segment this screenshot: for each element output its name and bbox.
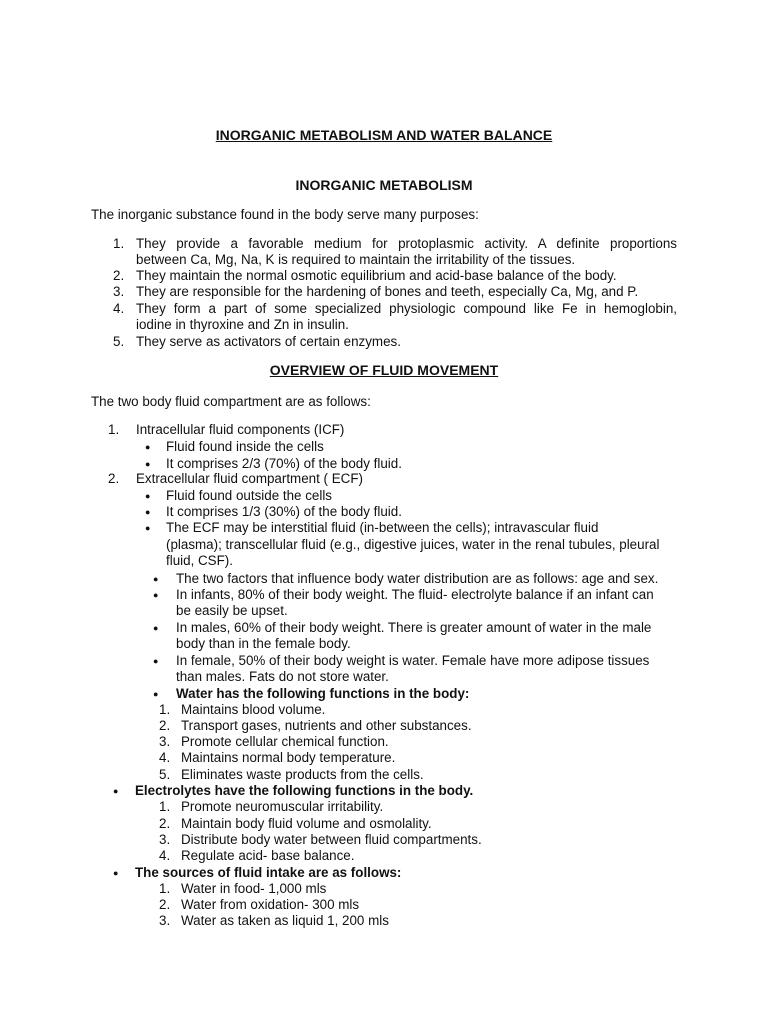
- list-item-text: They provide a favorable medium for protoplasmic activity. A definite proportions: [136, 236, 677, 251]
- bullet-text: It comprises 1/3 (30%) of the body fluid.: [166, 504, 402, 519]
- list-item-text: Transport gases, nutrients and other substances.: [181, 718, 472, 733]
- bullet-text: be easily be upset.: [176, 603, 288, 618]
- bullet-text: fluid, CSF).: [166, 553, 233, 568]
- list-number: 4.: [159, 750, 171, 765]
- list-number: 4.: [113, 301, 125, 316]
- list-item-text: Promote cellular chemical function.: [181, 734, 389, 749]
- list-number: 3.: [159, 913, 171, 928]
- bullet-icon: ●: [145, 491, 151, 501]
- bullet-text: Fluid found inside the cells: [166, 439, 324, 454]
- bullet-text: It comprises 2/3 (70%) of the body fluid.: [166, 456, 402, 471]
- list-number: 2.: [159, 718, 171, 733]
- ecf-label: Extracellular fluid compartment ( ECF): [136, 471, 363, 486]
- list-number: 3.: [159, 734, 171, 749]
- bullet-text: In female, 50% of their body weight is water. Female have more adipose tissues: [176, 653, 650, 668]
- bullet-text: Fluid found outside the cells: [166, 488, 332, 503]
- list-number: 1.: [159, 881, 171, 896]
- list-item-text: Maintain body fluid volume and osmolality.: [181, 816, 432, 831]
- fluid-intake-heading: The sources of fluid intake are as follows:: [135, 865, 402, 880]
- bullet-icon: ●: [145, 459, 151, 469]
- list-number: 1.: [113, 236, 125, 251]
- bullet-icon: ●: [113, 868, 119, 878]
- bullet-text: In infants, 80% of their body weight. The fluid- electrolyte balance if an infant can: [176, 587, 654, 602]
- list-number: 1.: [159, 799, 171, 814]
- bullet-icon: ●: [113, 786, 119, 796]
- electrolytes-heading: Electrolytes have the following functions in the body.: [135, 783, 474, 798]
- list-number: 2.: [108, 471, 120, 486]
- list-item-text: Distribute body water between fluid compartments.: [181, 832, 482, 847]
- section-heading-fluid-movement: OVERVIEW OF FLUID MOVEMENT: [269, 362, 499, 378]
- bullet-icon: ●: [153, 656, 159, 666]
- list-item-text: iodine in thyroxine and Zn in insulin.: [136, 317, 349, 332]
- section-heading-inorganic-metabolism: INORGANIC METABOLISM: [295, 177, 473, 193]
- bullet-icon: ●: [145, 523, 151, 533]
- list-item-text: They maintain the normal osmotic equilibrium and acid-base balance of the body.: [136, 268, 617, 283]
- list-item-text: Eliminates waste products from the cells.: [181, 767, 424, 782]
- list-number: 1.: [108, 422, 120, 437]
- list-item-text: They are responsible for the hardening of bones and teeth, especially Ca, Mg, and P.: [136, 284, 639, 299]
- bullet-icon: ●: [145, 507, 151, 517]
- bullet-text: (plasma); transcellular fluid (e.g., digestive juices, water in the renal tubules, pleural: [166, 537, 660, 552]
- list-number: 2.: [159, 897, 171, 912]
- section2-intro: The two body fluid compartment are as follows:: [91, 394, 371, 409]
- section1-intro: The inorganic substance found in the body serve many purposes:: [91, 207, 479, 222]
- list-number: 5.: [159, 767, 171, 782]
- list-item-text: They form a part of some specialized physiologic compound like Fe in hemoglobin,: [136, 301, 677, 316]
- list-number: 4.: [159, 848, 171, 863]
- icf-label: Intracellular fluid components (ICF): [136, 422, 345, 437]
- list-number: 2.: [159, 816, 171, 831]
- list-number: 3.: [159, 832, 171, 847]
- list-number: 1.: [159, 702, 171, 717]
- bullet-icon: ●: [153, 590, 159, 600]
- list-item-text: Water as taken as liquid 1, 200 mls: [181, 913, 389, 928]
- bullet-icon: ●: [145, 442, 151, 452]
- bullet-text: The two factors that influence body water distribution are as follows: age and sex.: [176, 571, 659, 586]
- bullet-icon: ●: [153, 623, 159, 633]
- bullet-text: The ECF may be interstitial fluid (in-between the cells); intravascular fluid: [166, 520, 599, 535]
- list-item-text: Maintains blood volume.: [181, 702, 326, 717]
- bullet-text: than males. Fats do not store water.: [176, 669, 389, 684]
- list-number: 3.: [113, 284, 125, 299]
- list-number: 2.: [113, 268, 125, 283]
- list-item-text: Water from oxidation- 300 mls: [181, 897, 360, 912]
- list-number: 5.: [113, 334, 125, 349]
- list-item-text: Regulate acid- base balance.: [181, 848, 355, 863]
- bullet-text: In males, 60% of their body weight. There is greater amount of water in the male: [176, 620, 652, 635]
- list-item-text: Promote neuromuscular irritability.: [181, 799, 384, 814]
- list-item-text: They serve as activators of certain enzymes.: [136, 334, 401, 349]
- list-item-text: Water in food- 1,000 mls: [181, 881, 327, 896]
- document-title: INORGANIC METABOLISM AND WATER BALANCE: [215, 127, 553, 143]
- list-item-text: Maintains normal body temperature.: [181, 750, 396, 765]
- bullet-icon: ●: [153, 574, 159, 584]
- bullet-text: body than in the female body.: [176, 636, 351, 651]
- list-item-text: between Ca, Mg, Na, K is required to maintain the irritability of the tissues.: [136, 252, 576, 267]
- water-functions-heading: Water has the following functions in the body:: [176, 686, 470, 701]
- bullet-icon: ●: [153, 689, 159, 699]
